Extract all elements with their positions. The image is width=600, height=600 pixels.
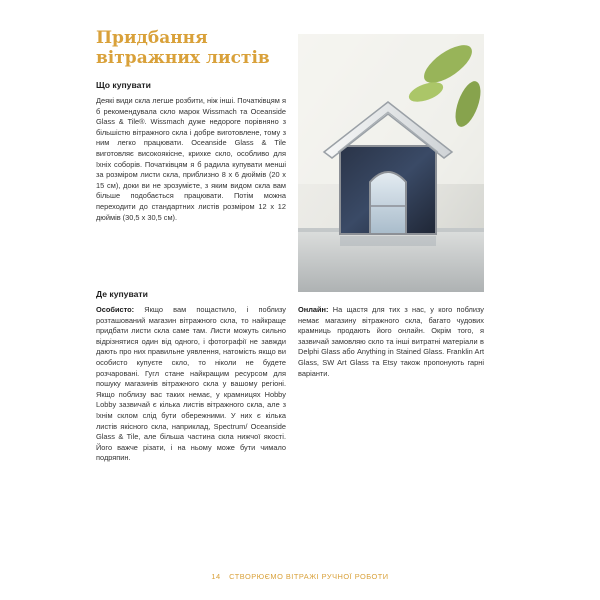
stained-glass-house-photo: [298, 34, 484, 292]
where-to-buy-online-text: [298, 305, 484, 379]
personal-paragraph: Якщо вам пощастило, і поблизу розташований магазин вітражного скла, то найкраще придбати листи скла саме там. Листи можуть сильно відрізнятися один від одного, і фотографії не завжди дають про них правильне уявлення, натомість якщо ви особисто купуєте скло, то ніколи не будете розчаровані. Гугл стане найкращим ресурсом для пошуку магазинів вітражного скла у вашому регіоні. Якщо поблизу вас таких немає, у крамницях Hobby Lobby зазвичай є кілька листів вітражного скла, але з їхнім склом слід бути обережними. У них є кілька листів якісного скла, наприклад, Spectrum/ Oceanside Glass & Tile, але більша частина скла нижчої якості. Його важче різати, і на ньому може бути чимало подряпин.: [96, 305, 286, 463]
personal-label: Особисто:: [96, 305, 135, 314]
book-title: СТВОРЮЄМО ВІТРАЖІ РУЧНОЇ РОБОТИ: [229, 572, 389, 581]
page-number: 14: [211, 572, 221, 581]
page-title: Придбання вітражних листів: [96, 28, 270, 68]
what-to-buy-heading: Що купувати: [96, 80, 151, 90]
where-to-buy-heading: Де купувати: [96, 289, 148, 299]
online-label: Онлайн:: [298, 305, 329, 314]
where-to-buy-personal-text: [96, 305, 286, 464]
page-footer: [0, 572, 600, 581]
online-paragraph: На щастя для тих з нас, у кого поблизу немає магазину вітражного скла, багато чудових крамниць продають його онлайн. Окрім того, я зазвичай замовляю скло та інші витратні матеріали в Delphi Glass або Anything in Stained Glass. Franklin Art Glass, SW Art Glass та Etsy також пропонують гарні варіанти.: [298, 305, 484, 378]
what-to-buy-text: Деякі види скла легше розбити, ніж інші. Початківцям я б рекомендувала скло марок Wissmach та Oceanside Glass & Tile®. Wissmach дуже недороге порівняно з більшістю вітражного скла і добре виготовлене, тому з ним легко працювати. Oceanside Glass & Tile виготовляє високоякісне, крихке скло, особливо для їхніх соборів. Початківцям я б радила купувати менші за розміром листи скла, приблизно 8 х 6 дюймів (20 х 15 см), доки ви не зрозумієте, з яким видом скла вам більше подобається працювати. Потім можна переходити до стандартних листів розміром 12 х 12 дюймів (30,5 х 30,5 см).: [96, 96, 286, 222]
